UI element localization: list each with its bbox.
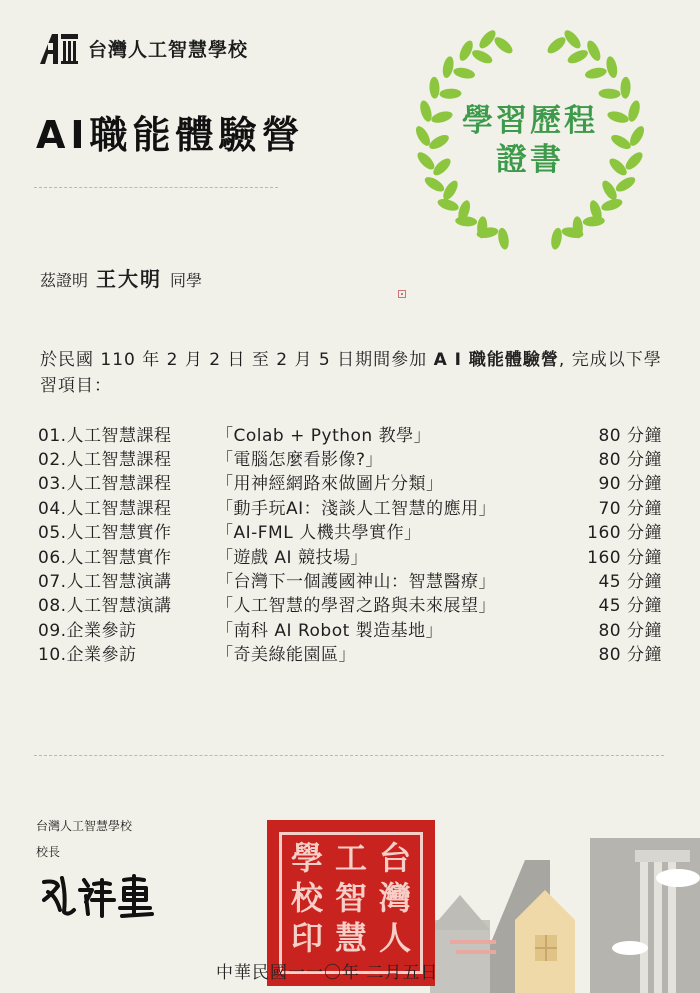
course-item — [38, 445, 662, 469]
laurel-leaf — [470, 47, 494, 66]
school-header — [38, 30, 248, 66]
laurel-leaf — [605, 55, 619, 79]
course-minutes: 80 分鐘 — [598, 425, 662, 446]
badge-line-1: 學習歷程 — [462, 103, 598, 139]
certify-line — [40, 263, 202, 292]
course-number: 02.人工智慧課程 — [38, 450, 172, 471]
camp-title: AI職能體驗營 — [36, 113, 305, 157]
certificate-badge — [395, 102, 665, 180]
intro-text-before: 於民國 110 年 2 月 2 日 至 2 月 5 日期間參加 — [40, 350, 434, 370]
course-item — [38, 543, 662, 567]
seal-character: 印 — [291, 919, 324, 957]
laurel-leaf — [620, 77, 631, 99]
laurel-leaf — [492, 34, 515, 56]
course-minutes: 160 分鐘 — [587, 523, 662, 544]
course-number: 05.人工智慧實作 — [38, 523, 172, 544]
school-name: 台灣人工智慧學校 — [88, 38, 249, 61]
course-item — [38, 494, 662, 518]
course-minutes: 80 分鐘 — [598, 620, 662, 641]
course-number: 09.企業參訪 — [38, 620, 137, 641]
seal-character: 灣 — [379, 879, 412, 917]
course-minutes: 90 分鐘 — [598, 474, 662, 495]
certify-prefix: 茲證明 — [40, 271, 89, 290]
course-item — [38, 616, 662, 640]
laurel-leaf — [550, 227, 564, 250]
course-title: 「遊戲 AI 競技場」 — [216, 547, 368, 568]
intro-text-after: , 完成以下學習項目： — [40, 350, 662, 396]
course-minutes: 80 分鐘 — [598, 450, 662, 471]
course-number: 04.人工智慧課程 — [38, 498, 172, 519]
course-title: 「Colab + Python 教學」 — [216, 425, 432, 446]
footer-role: 校長 — [36, 845, 61, 859]
course-number: 06.人工智慧實作 — [38, 547, 172, 568]
course-title: 「AI-FML 人機共學實作」 — [216, 523, 422, 544]
course-title: 「奇美綠能園區」 — [216, 645, 356, 666]
intro-paragraph — [40, 347, 665, 399]
small-stamp-icon — [398, 290, 406, 298]
seal-character: 台 — [379, 839, 412, 877]
badge-line-2: 證書 — [496, 142, 564, 178]
course-number: 08.人工智慧演講 — [38, 596, 172, 617]
course-minutes: 70 分鐘 — [598, 498, 662, 519]
course-minutes: 45 分鐘 — [598, 572, 662, 593]
divider — [34, 187, 278, 188]
divider — [34, 755, 664, 756]
principal-signature — [38, 870, 168, 920]
laurel-leaf — [598, 88, 620, 99]
footer-school-name: 台灣人工智慧學校 — [36, 819, 133, 833]
seal-character: 慧 — [335, 919, 368, 957]
course-item — [38, 592, 662, 616]
course-number: 10.企業參訪 — [38, 645, 137, 666]
laurel-leaf — [566, 47, 590, 66]
seal-character: 智 — [335, 879, 368, 917]
laurel-leaf — [457, 39, 476, 63]
course-title: 「用神經網路來做圖片分類」 — [216, 474, 444, 495]
course-list — [38, 421, 662, 665]
course-item — [38, 470, 662, 494]
course-item — [38, 421, 662, 445]
course-number: 03.人工智慧課程 — [38, 474, 172, 495]
laurel-leaf — [584, 39, 603, 63]
laurel-leaf — [497, 227, 511, 250]
student-name: 王大明 — [96, 267, 163, 291]
course-item — [38, 519, 662, 543]
course-title: 「電腦怎麼看影像?」 — [216, 450, 384, 471]
seal-character: 工 — [335, 839, 368, 877]
course-title: 「動手玩AI：淺談人工智慧的應用」 — [216, 498, 497, 519]
course-minutes: 45 分鐘 — [598, 596, 662, 617]
seal-character: 學 — [291, 839, 324, 877]
course-title: 「南科 AI Robot 製造基地」 — [216, 620, 444, 641]
course-minutes: 80 分鐘 — [598, 645, 662, 666]
laurel-leaf — [452, 66, 476, 80]
certify-suffix: 同學 — [170, 271, 203, 290]
laurel-leaf — [429, 77, 440, 99]
course-item — [38, 641, 662, 665]
course-number: 07.人工智慧演講 — [38, 572, 172, 593]
seal-character: 人 — [379, 919, 412, 957]
intro-camp-name: A I 職能體驗營 — [433, 350, 559, 370]
seal-character: 校 — [291, 879, 324, 917]
laurel-leaf — [584, 66, 608, 80]
course-title: 「台灣下一個護國神山：智慧醫療」 — [216, 572, 496, 593]
course-minutes: 160 分鐘 — [587, 547, 662, 568]
course-item — [38, 567, 662, 591]
laurel-leaf — [439, 88, 461, 99]
issue-date: 中華民國一一〇年 二月五日 — [216, 963, 439, 983]
laurel-leaf — [455, 216, 478, 228]
laurel-leaf — [545, 34, 568, 56]
course-number: 01.人工智慧課程 — [38, 425, 172, 446]
campus-skyline-illustration — [430, 820, 700, 993]
school-logo-icon — [38, 30, 80, 66]
course-title: 「人工智慧的學習之路與未來展望」 — [216, 596, 496, 617]
laurel-leaf — [441, 55, 455, 79]
